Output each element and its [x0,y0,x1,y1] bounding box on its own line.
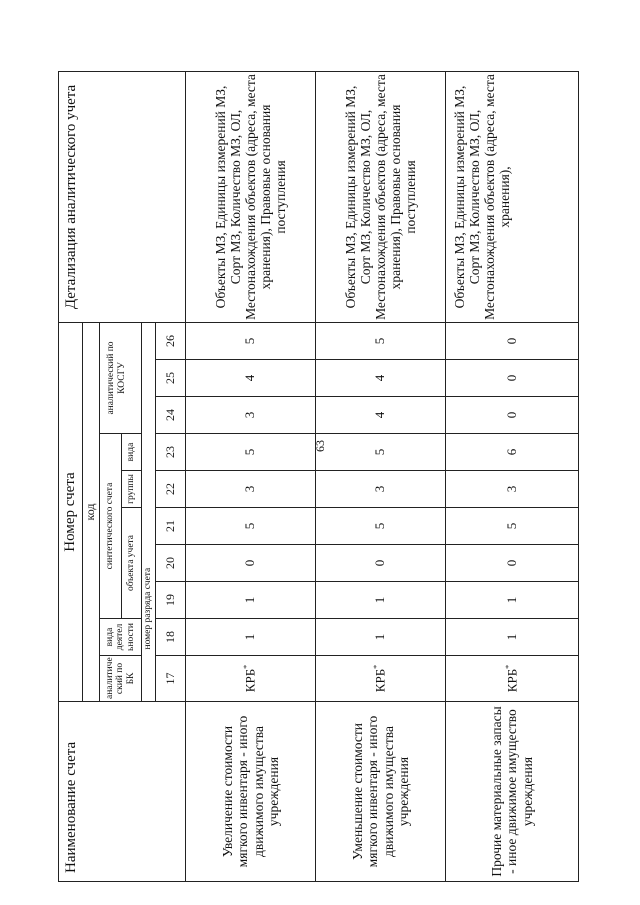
column-number: 19 [156,582,186,619]
digit-cell: 1 [446,582,579,619]
account-chart-table [58,71,579,882]
analytic-bk-header: аналитиче ский по БК [100,656,142,702]
digit-cell: 3 [186,397,316,434]
digit-number-header: номер разряда счета [142,322,156,655]
account-name-cell: Прочие материальные запасы - иное движимое имущество учреждения [446,702,579,882]
digit-cell: 0 [446,360,579,397]
account-number-header: Номер счета [59,322,83,701]
digit-cell: 5 [316,508,446,545]
column-number: 23 [156,434,186,471]
digit-cell: 3 [316,471,446,508]
digit-cell: 4 [316,397,446,434]
column-number: 21 [156,508,186,545]
table-row [446,71,579,881]
detail-cell: Объекты МЗ, Единицы измерений МЗ, Сорт МЗ, Количество МЗ, ОЛ, Местонахождения объектов (адреса, места хранения), [446,71,579,322]
column-number: 20 [156,545,186,582]
digit-cell: 3 [186,471,316,508]
column-number: 18 [156,619,186,656]
digit-cell: 0 [446,397,579,434]
analytic-kosgu-header: аналитический по КОСГУ [100,322,142,433]
rotated-table-container [58,72,578,882]
synthetic-account-header: синтетического счета [100,434,122,619]
digit-cell: 5 [316,434,446,471]
bk-cell: КРБ* [446,656,579,702]
table-row [186,71,316,881]
bk-cell: КРБ* [186,656,316,702]
bk-cell: КРБ* [316,656,446,702]
digit-cell: 1 [186,619,316,656]
account-name-cell: Увеличение стоимости мягкого инвентаря - иного движимого имущества учреждения [186,702,316,882]
digit-cell: 1 [316,582,446,619]
page-number: 63 [312,440,327,452]
header-row-1 [59,71,83,881]
digit-cell: 0 [446,545,579,582]
code-header: код [83,322,100,701]
digit-cell: 4 [316,360,446,397]
digit-cell: 5 [446,508,579,545]
digit-cell: 3 [446,471,579,508]
digit-cell: 5 [186,322,316,359]
kind-header: вида [122,434,142,471]
digit-cell: 0 [186,545,316,582]
digit-cell: 5 [186,508,316,545]
table-row [316,71,446,881]
detail-cell: Объекты МЗ, Единицы измерений МЗ, Сорт МЗ, Количество МЗ, ОЛ, Местонахождения объектов (адреса, места хранения), Правовые основания поступления [316,71,446,322]
digit-cell: 0 [446,322,579,359]
activity-type-header: вида деятел ьности [100,619,142,656]
digit-cell: 0 [316,545,446,582]
column-number: 25 [156,360,186,397]
digit-cell: 1 [186,582,316,619]
detail-header: Детализация аналитического учета [59,71,186,322]
account-name-cell: Уменьшение стоимости мягкого инвентаря - иного движимого имущества учреждения [316,702,446,882]
column-number: 17 [156,656,186,702]
digit-cell: 6 [446,434,579,471]
digit-cell: 1 [316,619,446,656]
group-header: группы [122,471,142,508]
digit-cell: 5 [316,322,446,359]
digit-cell: 1 [446,619,579,656]
account-name-header: Наименование счета [59,702,186,882]
digit-cell: 4 [186,360,316,397]
column-number: 22 [156,471,186,508]
detail-cell: Объекты МЗ, Единицы измерений МЗ, Сорт МЗ, Количество МЗ, ОЛ, Местонахождения объектов (адреса, места хранения), Правовые основания поступления [186,71,316,322]
column-number: 24 [156,397,186,434]
digit-cell: 5 [186,434,316,471]
column-number: 26 [156,322,186,359]
accounting-object-header: объекта учета [122,508,142,619]
